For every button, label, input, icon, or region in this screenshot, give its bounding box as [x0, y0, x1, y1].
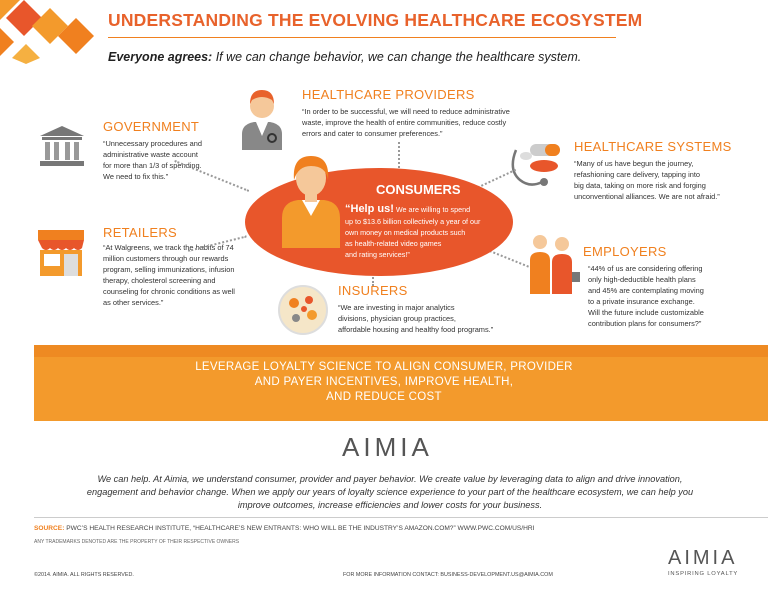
cta-line: AND REDUCE COST	[326, 391, 442, 403]
providers-line: waste, improve the health of entire communities, reduce costly	[302, 118, 507, 127]
employers-line: and 45% are contemplating moving	[588, 286, 704, 295]
subtitle-bold: Everyone agrees:	[108, 50, 213, 64]
insurers-text	[338, 302, 493, 335]
doctor-icon	[236, 84, 288, 150]
government-line: “Unnecessary procedures and	[103, 139, 203, 148]
employers-heading: EMPLOYERS	[583, 244, 667, 259]
copyright: ©2014. AIMIA. ALL RIGHTS RESERVED.	[34, 572, 134, 578]
footer-aimia-logo: AIMIA	[668, 547, 738, 569]
insurers-line: affordable housing and healthy food programs.”	[338, 325, 494, 334]
consumers-line: own money on medical products such	[345, 228, 466, 237]
providers-text	[302, 106, 510, 139]
footer-divider	[34, 517, 768, 518]
systems-line: refashioning care delivery, tapping into	[574, 170, 700, 179]
consumer-person-icon	[278, 152, 344, 248]
consumers-heading: CONSUMERS	[376, 182, 461, 197]
source-note	[34, 525, 534, 532]
footer-tagline: INSPIRING LOYALTY	[668, 571, 739, 577]
contact-info: FOR MORE INFORMATION CONTACT: BUSINESS-DEVELOPMENT.US@AIMIA.COM	[343, 572, 553, 578]
government-line: administrative waste account	[103, 150, 198, 159]
cta-band-text	[100, 360, 668, 405]
retailers-line: million customers through our rewards	[103, 254, 229, 263]
connector-providers	[398, 142, 400, 168]
insurers-heading: INSURERS	[338, 283, 408, 298]
trademark-note: ANY TRADEMARKS DENOTED ARE THE PROPERTY OF THEIR RESPECTIVE OWNERS	[34, 539, 240, 545]
storefront-icon	[36, 228, 86, 278]
insurers-line: divisions, physician group practices,	[338, 314, 456, 323]
systems-line: “Many of us have begun the journey,	[574, 159, 694, 168]
retailers-heading: RETAILERS	[103, 225, 177, 240]
we-help-paragraph	[60, 473, 720, 512]
providers-line: errors and cater to consumer preferences.”	[302, 129, 443, 138]
page-subtitle	[108, 50, 581, 64]
title-divider	[108, 37, 616, 38]
government-heading: GOVERNMENT	[103, 119, 200, 134]
consumers-line: We are willing to spend	[393, 205, 471, 214]
employers-line: to a private insurance exchange.	[588, 297, 695, 306]
systems-line: big data, taking on more risk and forging	[574, 181, 706, 190]
source-text: PWC’S HEALTH RESEARCH INSTITUTE, “HEALTHCARE’S NEW ENTRANTS: WHO WILL BE THE INDUSTRY’S AMAZON.COM?” WWW.PWC.COM/US/HRI	[64, 525, 535, 532]
subtitle-rest: If we can change behavior, we can change the healthcare system.	[212, 50, 582, 64]
page-title: UNDERSTANDING THE EVOLVING HEALTHCARE ECOSYSTEM	[108, 10, 643, 30]
consumers-text	[345, 203, 515, 260]
pills-stethoscope-icon	[508, 140, 570, 192]
retailers-line: “At Walgreens, we track the habits of 74	[103, 243, 234, 252]
employers-line: contribution plans for consumers?”	[588, 319, 702, 328]
systems-heading: HEALTHCARE SYSTEMS	[574, 139, 732, 154]
government-line: We need to fix this.”	[103, 172, 169, 181]
retailers-text	[103, 242, 235, 308]
we-help-line: We can help. At Aimia, we understand consumer, provider and payer behavior. We create value by leveraging data to align and drive innovation,	[97, 474, 683, 484]
aimia-logo: AIMIA	[342, 432, 433, 462]
employers-people-icon	[522, 232, 582, 294]
consumers-line: and rating services!”	[345, 250, 410, 259]
government-line: for more than 1/3 of spending.	[103, 161, 202, 170]
systems-text	[574, 158, 720, 202]
retailers-line: therapy, cholesterol screening and	[103, 276, 216, 285]
cta-line: LEVERAGE LOYALTY SCIENCE TO ALIGN CONSUMER, PROVIDER	[195, 361, 573, 373]
cta-band-top	[34, 345, 768, 357]
consumers-first-line	[345, 203, 515, 216]
diamond-logo-icon	[0, 0, 96, 64]
consumers-quote-big: “Help us!	[345, 203, 394, 215]
employers-line: “44% of us are considering offering	[588, 264, 703, 273]
retailers-line: as other services.”	[103, 298, 164, 307]
employers-line: Will the future include customizable	[588, 308, 704, 317]
insurers-line: “We are investing in major analytics	[338, 303, 455, 312]
systems-line: unconventional alliances. We are not afraid.”	[574, 192, 720, 201]
providers-line: “In order to be successful, we will need to reduce administrative	[302, 107, 510, 116]
we-help-line: engagement and behavior change. When we apply our years of loyalty science experience to your part of the healthcare ecosystem, we can help you	[86, 487, 694, 497]
source-label: SOURCE:	[34, 525, 65, 532]
retailers-line: counseling for chronic conditions as well	[103, 287, 235, 296]
employers-text	[588, 263, 704, 329]
cta-line: AND PAYER INCENTIVES, IMPROVE HEALTH,	[254, 376, 514, 388]
insurance-food-icon	[276, 283, 330, 337]
retailers-line: program, selling immunizations, infusion	[103, 265, 235, 274]
consumers-line: as health-related video games	[345, 239, 442, 248]
we-help-line: improve outcomes, increase efficiencies and lower costs for your business.	[237, 500, 543, 510]
government-building-icon	[38, 124, 86, 168]
government-text	[103, 138, 202, 182]
providers-heading: HEALTHCARE PROVIDERS	[302, 87, 475, 102]
consumers-line: up to $13.6 billion collectively a year of our	[345, 217, 481, 226]
employers-line: only high-deductible health plans	[588, 275, 696, 284]
